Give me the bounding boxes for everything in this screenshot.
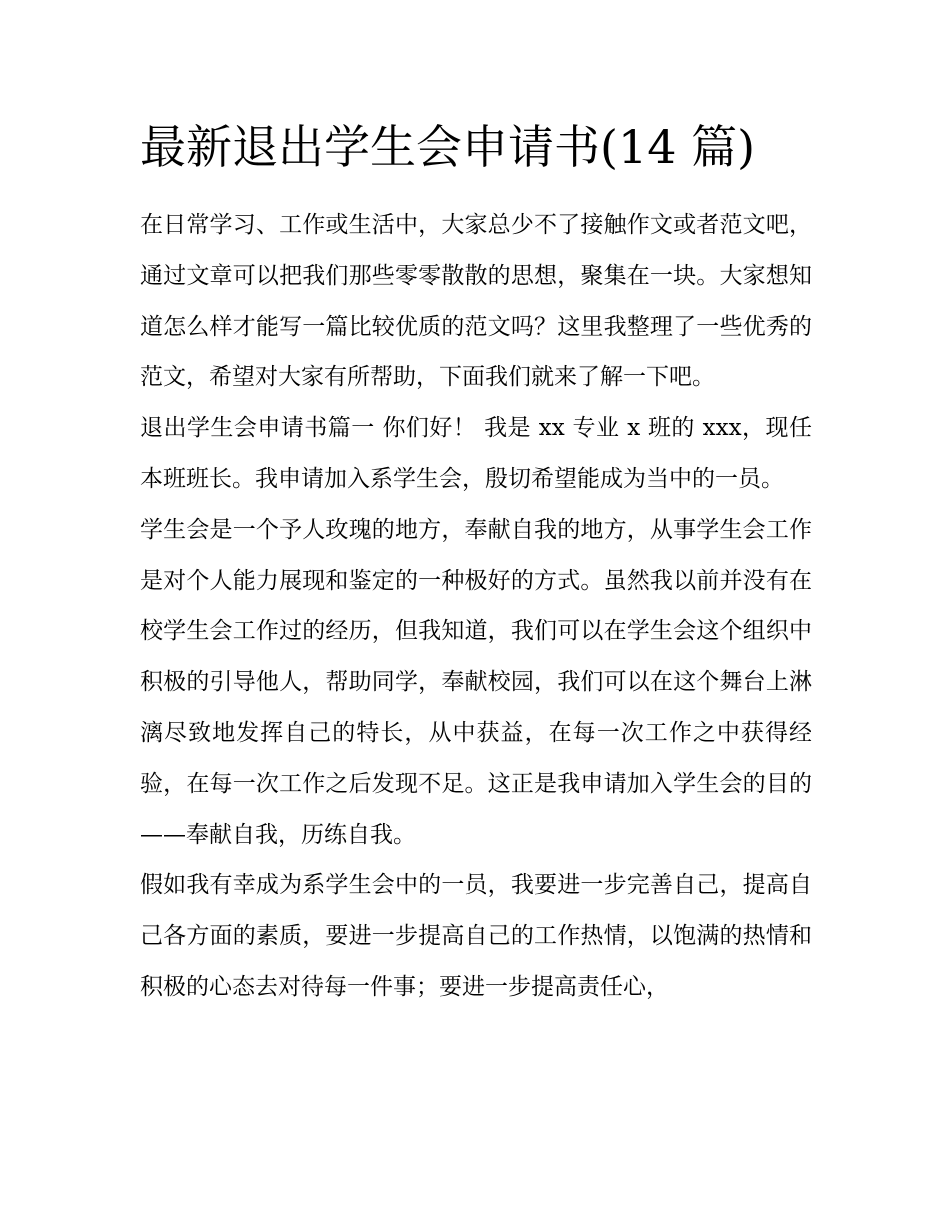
paragraph-greeting: 退出学生会申请书篇一 你们好！ 我是 xx 专业 x 班的 xxx，现任本班班长。我申请加入系学生会，殷切希望能成为当中的一员。 (140, 415, 812, 492)
paragraph-intro: 在日常学习、工作或生活中，大家总少不了接触作文或者范文吧，通过文章可以把我们那些零零散散的思想，聚集在一块。大家想知道怎么样才能写一篇比较优质的范文吗？这里我整理了一些优秀的范文，希望对大家有所帮助，下面我们就来了解一下吧。 (140, 212, 812, 391)
document-body (140, 200, 812, 1013)
document-title: 最新退出学生会申请书(14 篇) (140, 120, 756, 174)
paragraph-motivation: 学生会是一个予人玫瑰的地方，奉献自我的地方，从事学生会工作是对个人能力展现和鉴定的一种极好的方式。虽然我以前并没有在校学生会工作过的经历，但我知道，我们可以在学生会这个组织中积极的引导他人，帮助同学，奉献校园，我们可以在这个舞台上淋漓尽致地发挥自己的特长，从中获益，在每一次工作之中获得经验，在每一次工作之后发现不足。这正是我申请加入学生会的目的——奉献自我，历练自我。 (140, 516, 812, 848)
paragraph-commitment: 假如我有幸成为系学生会中的一员，我要进一步完善自己，提高自己各方面的素质，要进一步提高自己的工作热情，以饱满的热情和积极的心态去对待每一件事；要进一步提高责任心， (140, 872, 812, 1000)
